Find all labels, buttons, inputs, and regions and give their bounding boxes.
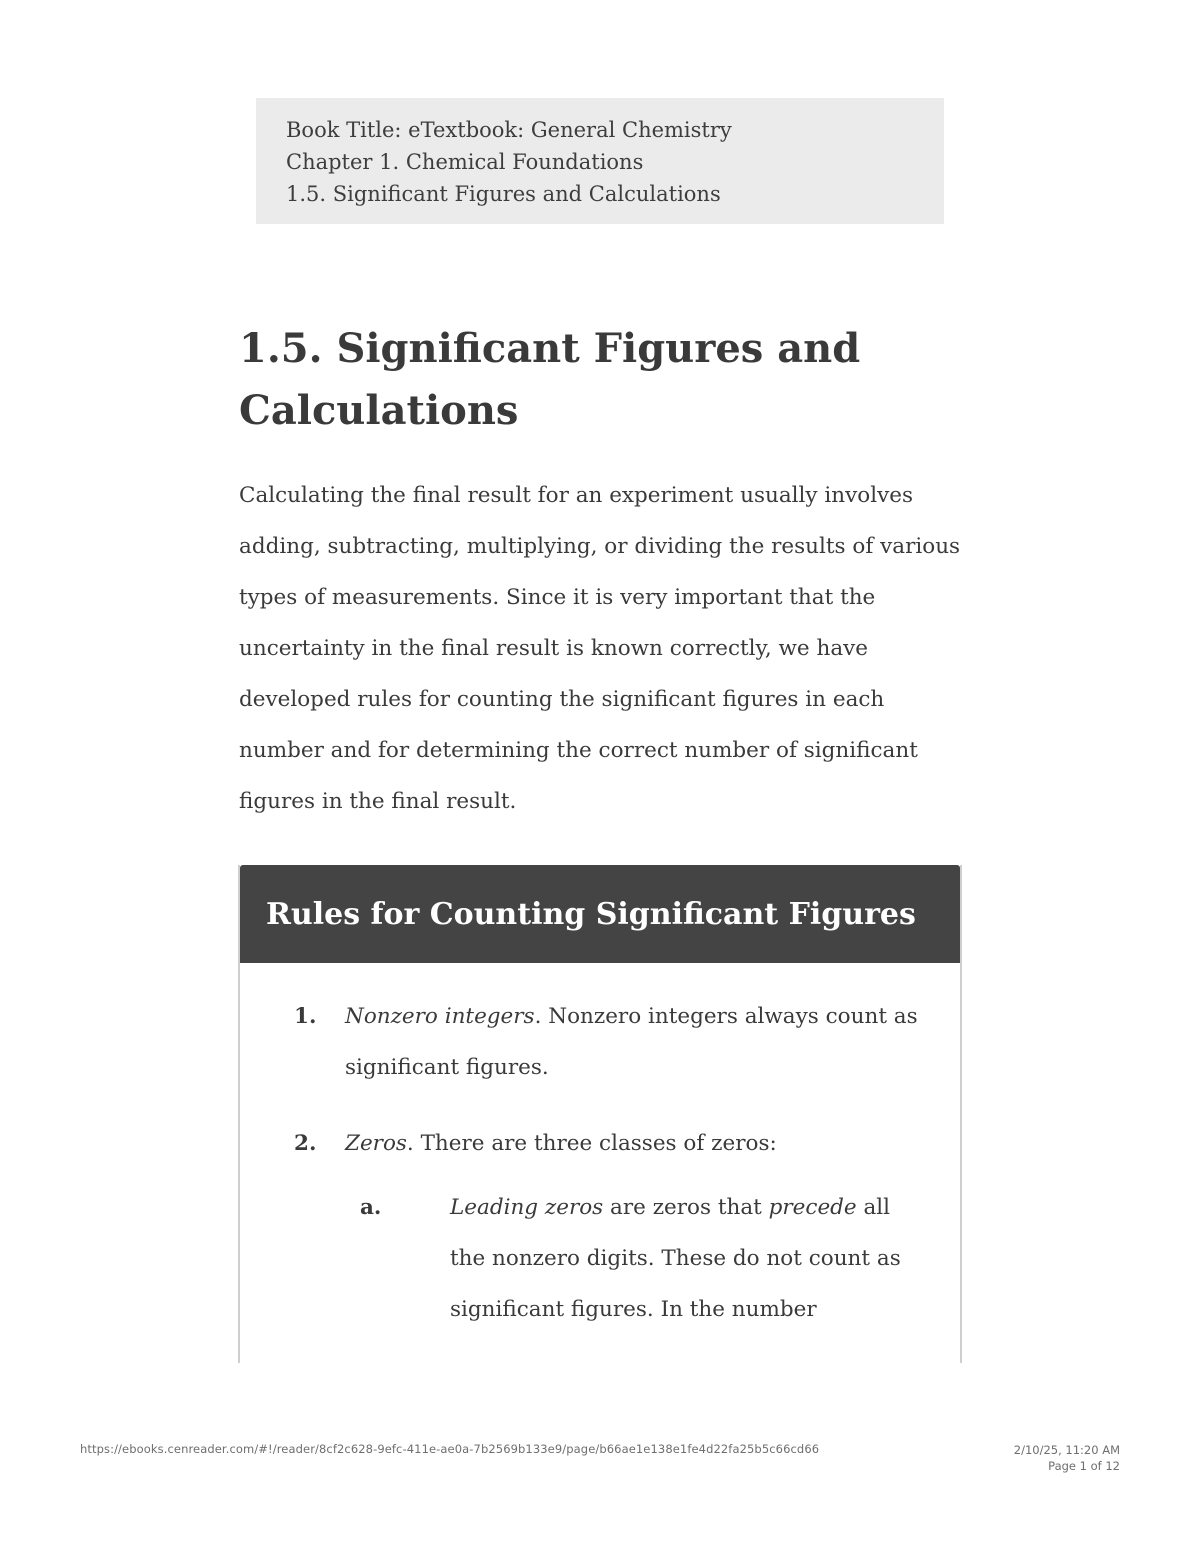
rule-body: . Nonzero integers always count as significant figures. xyxy=(345,1004,918,1080)
chapter-title: Chapter 1. Chemical Foundations xyxy=(286,150,644,174)
intro-paragraph: Calculating the final result for an experiment usually involves adding, subtracting, multiplying, or dividing the results of various types of measurements. Since it is very important that the uncertainty in the final result is known correctly, we have developed rules for counting the significant figures in each number and for determining the correct number of significant figures in the final result. xyxy=(239,483,961,814)
rule-term: Zeros xyxy=(345,1131,407,1156)
rule-text xyxy=(345,991,943,1093)
footer-url: https://ebooks.cenreader.com/#!/reader/8cf2c628-9efc-411e-ae0a-7b2569b133e9/page/b66ae1e138e1fe4d22fa25b5c66cd66 xyxy=(80,1442,820,1456)
book-header xyxy=(256,98,944,224)
rules-callout-title: Rules for Counting Significant Figures xyxy=(266,896,916,932)
footer-datetime: 2/10/25, 11:20 AM xyxy=(1013,1443,1120,1457)
subrule-body-1: are zeros that xyxy=(603,1195,769,1220)
rule-text xyxy=(345,1118,943,1169)
footer-meta xyxy=(1014,1442,1120,1474)
rule-subitem-a xyxy=(240,1182,962,1342)
rule-body: . There are three classes of zeros: xyxy=(406,1131,777,1156)
rule-number: 2. xyxy=(294,1131,317,1156)
rules-callout-header xyxy=(240,865,960,963)
book-title: Book Title: eTextbook: General Chemistry xyxy=(286,118,732,142)
rule-item-1 xyxy=(240,991,962,1101)
rule-item-2 xyxy=(240,1118,962,1173)
subrule-body-2: all the nonzero digits. These do not count as significant figures. In the number xyxy=(450,1195,901,1322)
subrule-emphasis: precede xyxy=(768,1195,857,1220)
rule-number: 1. xyxy=(294,1004,317,1029)
section-title: 1.5. Significant Figures and Calculations xyxy=(286,182,721,206)
rule-term: Nonzero integers xyxy=(345,1004,535,1029)
rules-callout xyxy=(238,865,962,1363)
page-title: 1.5. Significant Figures and Calculations xyxy=(239,325,861,434)
subrule-letter: a. xyxy=(360,1195,382,1220)
footer-page-number: Page 1 of 12 xyxy=(1048,1459,1120,1473)
subrule-term: Leading zeros xyxy=(450,1195,604,1220)
subrule-text xyxy=(450,1182,930,1335)
